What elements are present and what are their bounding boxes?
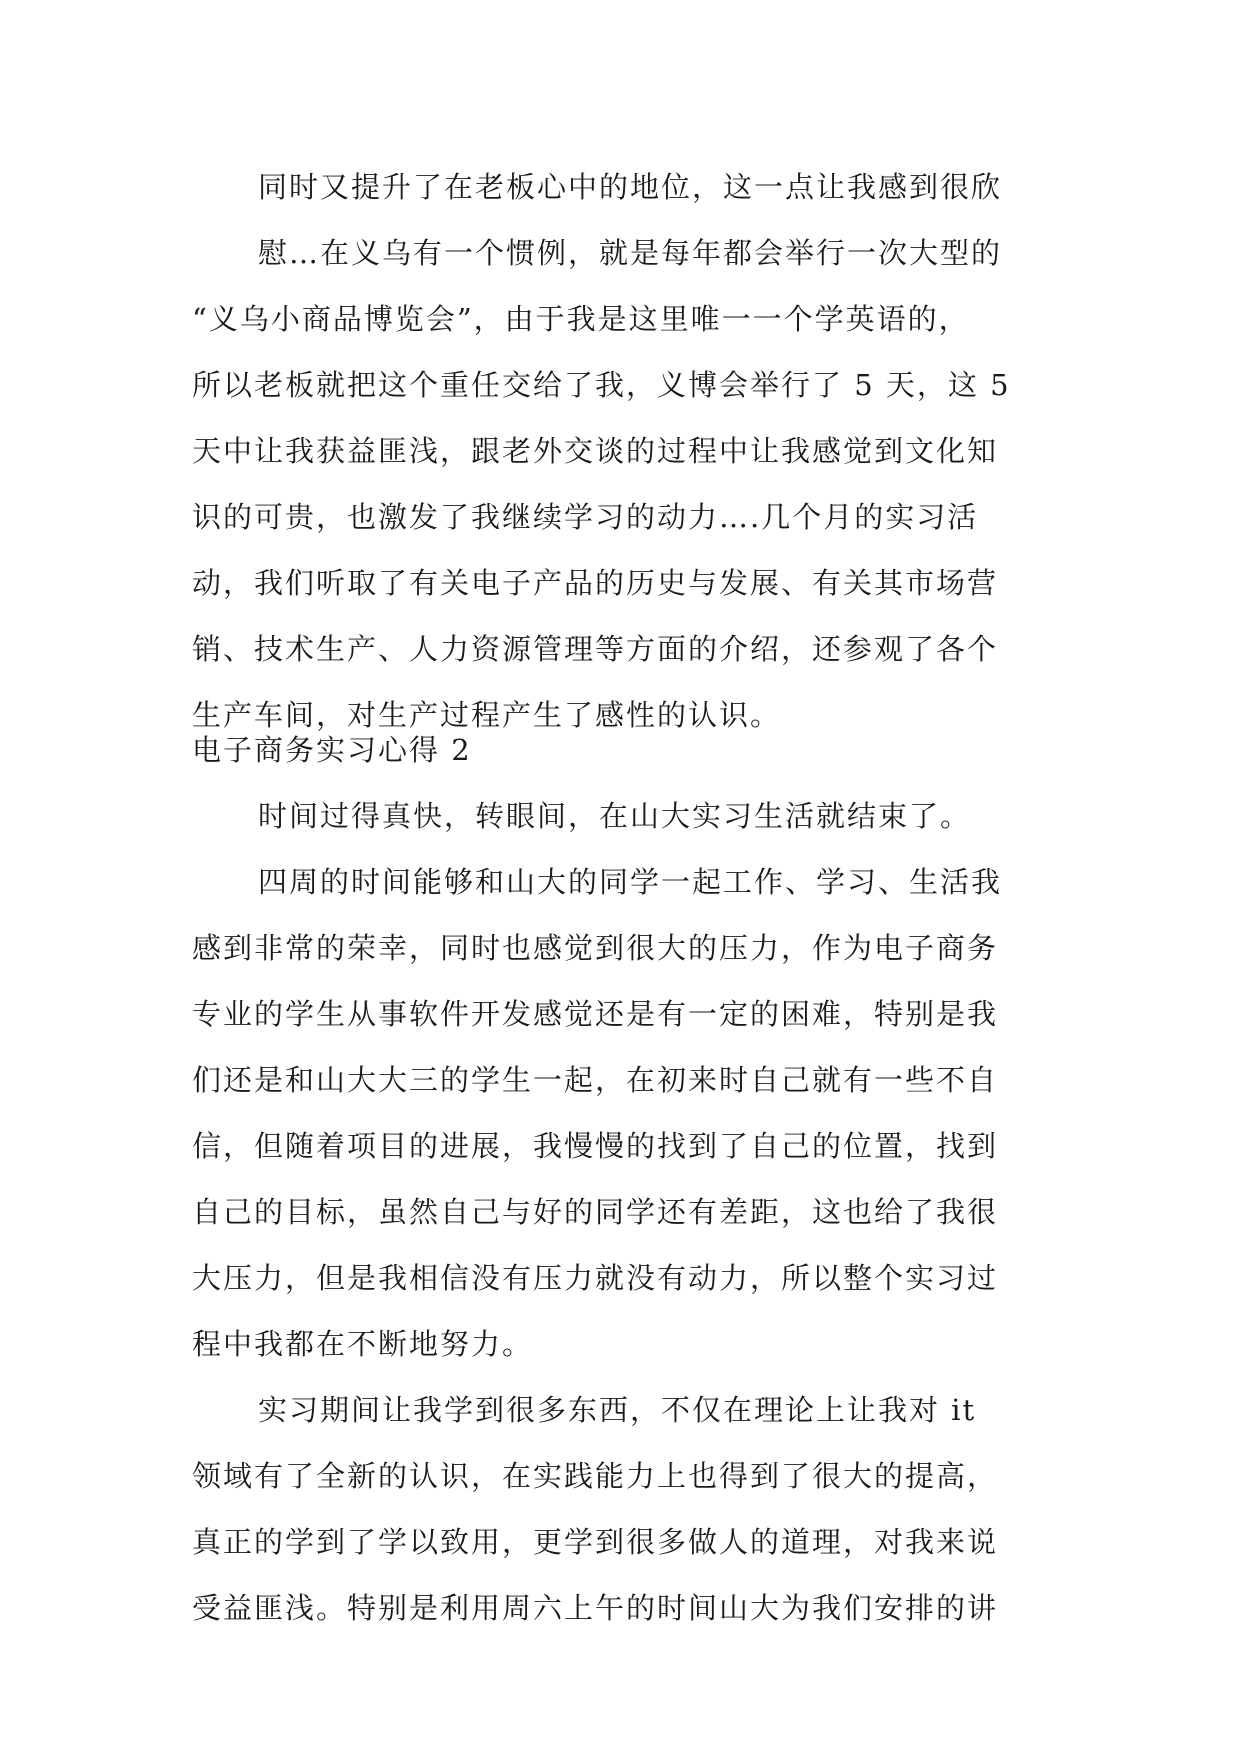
paragraph-line: 动，我们听取了有关电子产品的历史与发展、有关其市场营 [192, 566, 999, 600]
paragraph-line: 识的可贵，也激发了我继续学习的动力….几个月的实习活 [192, 500, 979, 534]
paragraph-line: 信，但随着项目的进展，我慢慢的找到了自己的位置，找到 [192, 1129, 999, 1163]
paragraph-line: 们还是和山大大三的学生一起，在初来时自己就有一些不自 [192, 1063, 999, 1097]
paragraph-line: 时间过得真快，转眼间，在山大实习生活就结束了。 [258, 799, 972, 833]
paragraph-line: 大压力，但是我相信没有压力就没有动力，所以整个实习过 [192, 1261, 999, 1295]
paragraph-line: 实习期间让我学到很多东西，不仅在理论上让我对 it [258, 1393, 977, 1427]
paragraph-line: 慰…在义乌有一个惯例，就是每年都会举行一次大型的 [258, 236, 1003, 270]
section-1-body [192, 154, 1054, 748]
paragraph-line: 天中让我获益匪浅，跟老外交谈的过程中让我感觉到文化知 [192, 434, 999, 468]
paragraph-line: 程中我都在不断地努力。 [192, 1327, 534, 1361]
paragraph-line: 自己的目标，虽然自己与好的同学还有差距，这也给了我很 [192, 1195, 999, 1229]
paragraph-line: 受益匪浅。特别是利用周六上午的时间山大为我们安排的讲 [192, 1591, 999, 1625]
paragraph-line: 真正的学到了学以致用，更学到很多做人的道理，对我来说 [192, 1525, 999, 1559]
paragraph-line: 领域有了全新的认识，在实践能力上也得到了很大的提高， [192, 1459, 999, 1493]
paragraph-line: “义乌小商品博览会”，由于我是这里唯一一个学英语的， [192, 302, 970, 336]
paragraph-line: 同时又提升了在老板心中的地位，这一点让我感到很欣 [258, 170, 1003, 204]
paragraph-line: 销、技术生产、人力资源管理等方面的介绍，还参观了各个 [192, 632, 999, 666]
paragraph-line: 专业的学生从事软件开发感觉还是有一定的困难，特别是我 [192, 997, 999, 1031]
section-2-body [192, 783, 1054, 1641]
paragraph-line: 感到非常的荣幸，同时也感觉到很大的压力，作为电子商务 [192, 931, 999, 965]
paragraph-line: 所以老板就把这个重任交给了我，义博会举行了 5 天，这 5 [192, 368, 1011, 402]
section-heading: 电子商务实习心得 2 [192, 733, 472, 767]
paragraph-line: 生产车间，对生产过程产生了感性的认识。 [192, 698, 782, 732]
paragraph-line: 四周的时间能够和山大的同学一起工作、学习、生活我 [258, 865, 1003, 899]
